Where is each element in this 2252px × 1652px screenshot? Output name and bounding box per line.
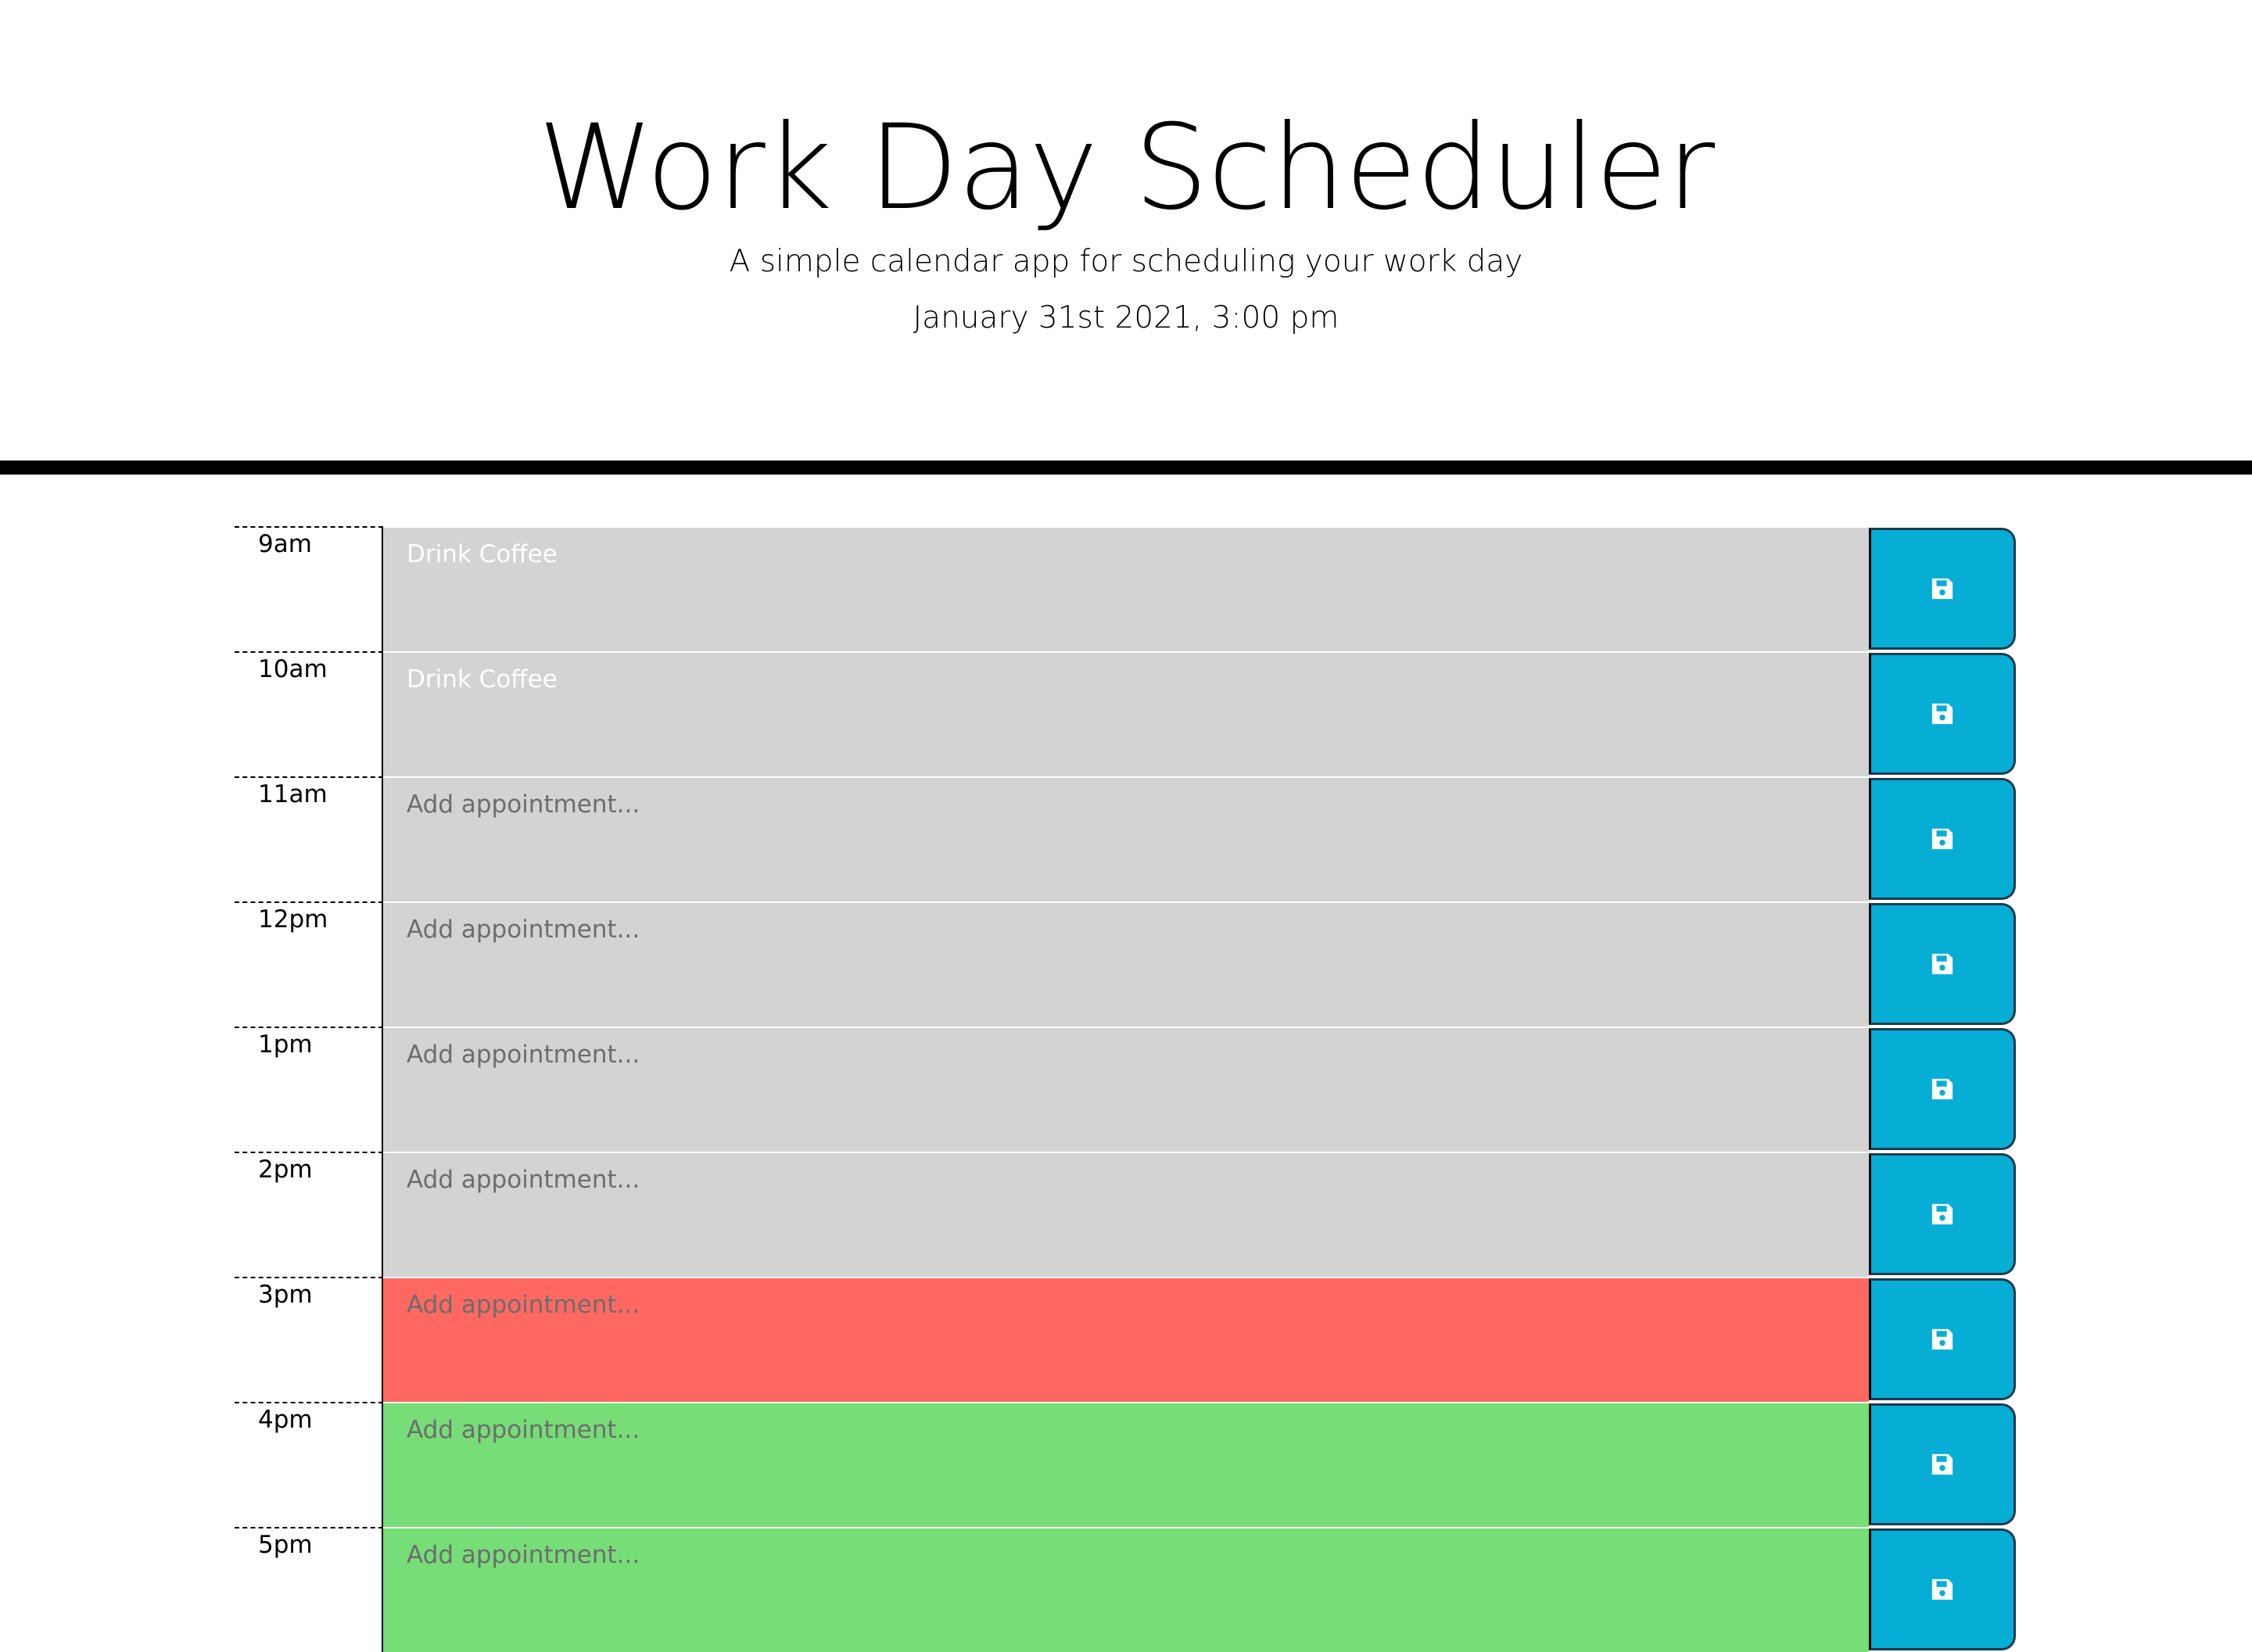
floppy-disk-icon	[1931, 702, 1954, 726]
floppy-disk-icon	[1931, 1077, 1954, 1101]
hour-label: 4pm	[235, 1402, 383, 1527]
appointment-input[interactable]	[383, 1027, 1869, 1152]
hour-label: 12pm	[235, 901, 383, 1027]
save-button[interactable]	[1869, 1403, 2016, 1525]
save-button[interactable]	[1869, 903, 2016, 1025]
hour-label: 11am	[235, 776, 383, 901]
appointment-input[interactable]	[383, 651, 1869, 776]
time-block-list	[235, 526, 2017, 1652]
page-subtitle: A simple calendar app for scheduling your work day	[729, 244, 1523, 279]
floppy-disk-icon	[1931, 1453, 1954, 1476]
hour-label: 5pm	[235, 1527, 383, 1652]
time-block-row	[235, 1027, 2017, 1152]
header	[0, 0, 2252, 461]
save-button[interactable]	[1869, 1028, 2016, 1150]
time-block-row	[235, 776, 2017, 901]
appointment-input[interactable]	[383, 1152, 1869, 1277]
time-block-row	[235, 1527, 2017, 1652]
floppy-disk-icon	[1931, 827, 1954, 851]
appointment-input[interactable]	[383, 526, 1869, 651]
save-button[interactable]	[1869, 528, 2016, 650]
time-block-row	[235, 526, 2017, 651]
floppy-disk-icon	[1931, 1202, 1954, 1226]
appointment-input[interactable]	[383, 776, 1869, 901]
floppy-disk-icon	[1931, 952, 1954, 976]
floppy-disk-icon	[1931, 577, 1954, 600]
appointment-input[interactable]	[383, 1527, 1869, 1652]
time-block-row	[235, 1152, 2017, 1277]
page-title: Work Day Scheduler	[537, 100, 1715, 236]
save-button[interactable]	[1869, 1153, 2016, 1275]
save-button[interactable]	[1869, 1278, 2016, 1400]
current-date: January 31st 2021, 3:00 pm	[913, 300, 1339, 335]
hour-label: 1pm	[235, 1027, 383, 1152]
save-button[interactable]	[1869, 1528, 2016, 1650]
floppy-disk-icon	[1931, 1578, 1954, 1601]
hour-label: 2pm	[235, 1152, 383, 1277]
hour-label: 9am	[235, 526, 383, 651]
hour-label: 3pm	[235, 1277, 383, 1402]
time-block-row	[235, 901, 2017, 1027]
header-divider	[0, 460, 2252, 475]
save-button[interactable]	[1869, 653, 2016, 775]
time-block-row	[235, 1277, 2017, 1402]
floppy-disk-icon	[1931, 1328, 1954, 1351]
time-block-row	[235, 1402, 2017, 1527]
save-button[interactable]	[1869, 778, 2016, 900]
appointment-input[interactable]	[383, 1277, 1869, 1402]
appointment-input[interactable]	[383, 1402, 1869, 1527]
appointment-input[interactable]	[383, 901, 1869, 1027]
hour-label: 10am	[235, 651, 383, 776]
time-block-row	[235, 651, 2017, 776]
